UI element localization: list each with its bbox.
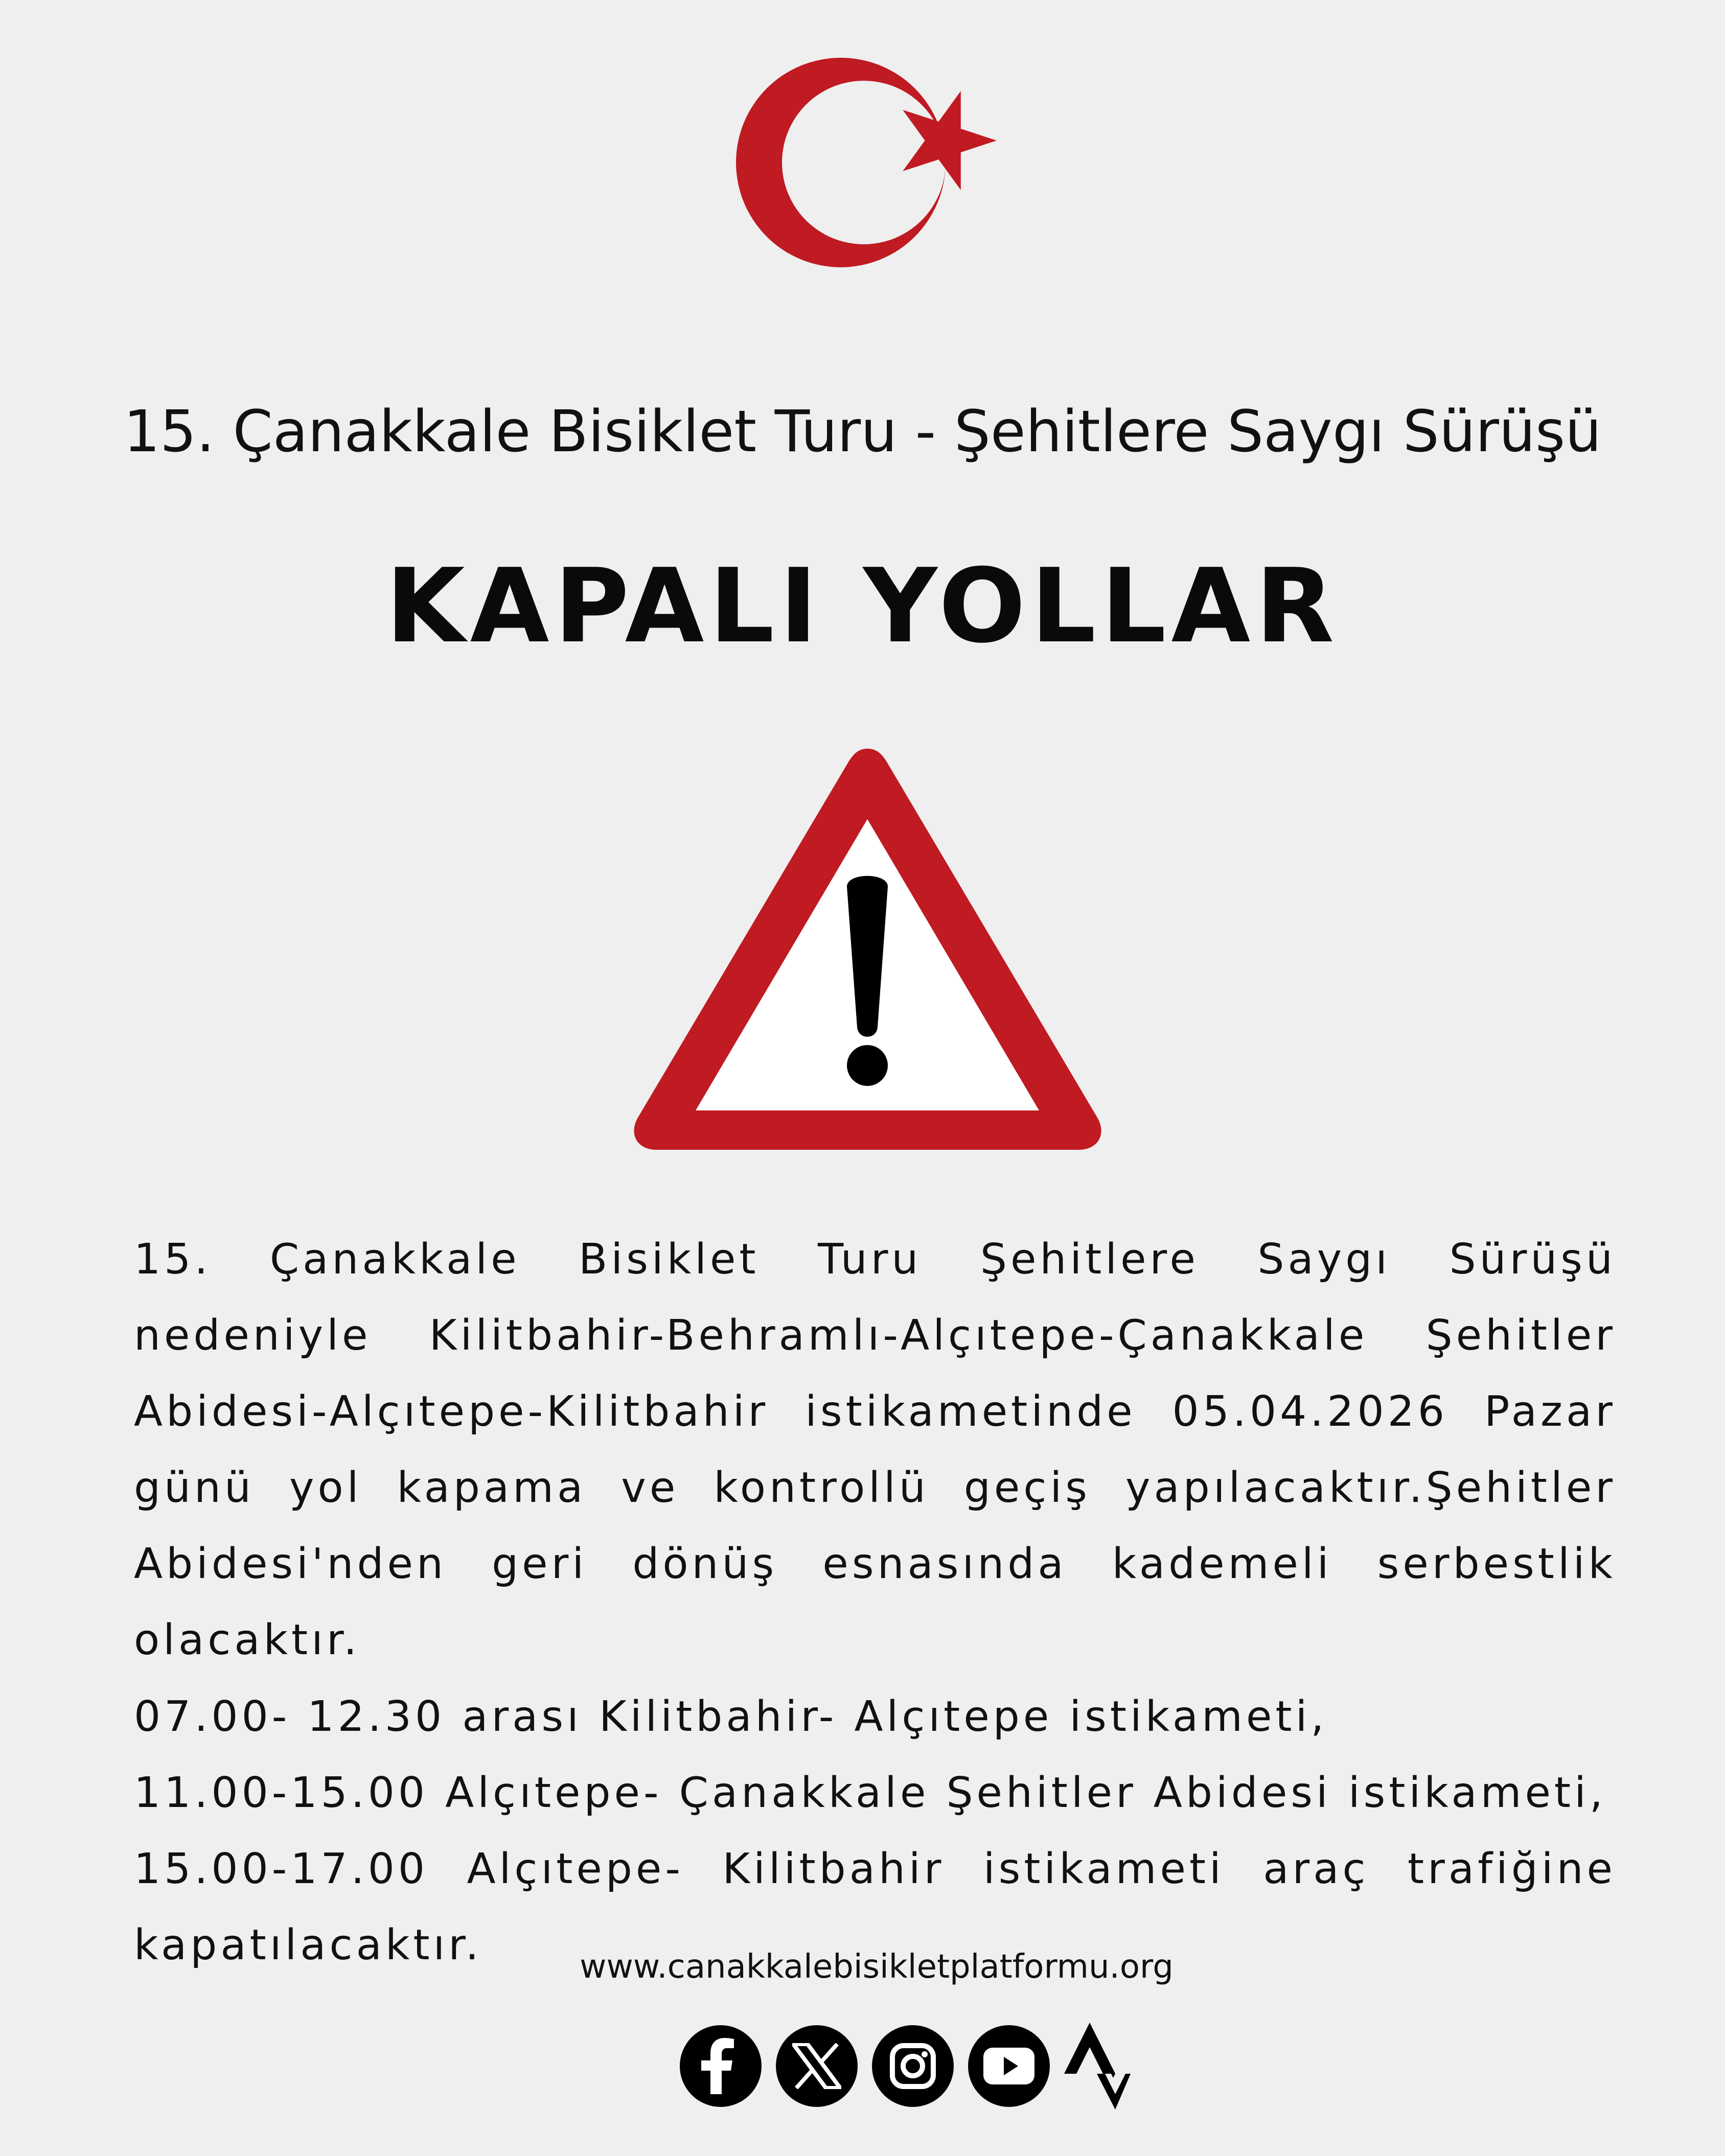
youtube-icon[interactable] (968, 2025, 1050, 2107)
website-link[interactable]: www.canakkalebisikletplatformu.org (580, 1948, 1174, 1986)
warning-triangle-icon (626, 738, 1109, 1168)
schedule-line-3: 15.00-17.00 Alçıtepe- Kilitbahir istikameti araç trafiğine (134, 1845, 1616, 1893)
page-title: KAPALI YOLLAR (385, 547, 1340, 666)
closure-schedule (134, 1679, 1616, 1983)
schedule-line-4: kapatılacaktır. (134, 1921, 482, 1969)
schedule-line-2: 11.00-15.00 Alçıtepe- Çanakkale Şehitler Abidesi istikameti, (134, 1769, 1606, 1817)
turkish-flag-emblem (736, 56, 1022, 281)
event-subtitle: 15. Çanakkale Bisiklet Turu - Şehitlere Saygı Sürüşü (123, 399, 1602, 465)
facebook-icon[interactable] (680, 2025, 762, 2107)
exclamation-dot (847, 1045, 888, 1086)
schedule-line-1: 07.00- 12.30 arası Kilitbahir- Alçıtepe istikameti, (134, 1693, 1328, 1741)
instagram-icon[interactable] (872, 2025, 954, 2107)
strava-icon[interactable] (1064, 2023, 1131, 2109)
announcement-paragraph: 15. Çanakkale Bisiklet Turu Şehitlere Saygı Sürüşü nedeniyle Kilitbahir-Behramlı-Alçıtepe-Çanakkale Şehitler Abidesi-Alçıtepe-Kilitbahir istikametinde 05.04.2026 Pazar günü yol kapama ve kontrollü geçiş yapılacaktır.Şehitler Abidesi'nden geri dönüş esnasında kademeli serbestlik olacaktır. (134, 1235, 1616, 1664)
social-links (680, 2023, 1131, 2109)
x-icon[interactable] (776, 2025, 858, 2107)
